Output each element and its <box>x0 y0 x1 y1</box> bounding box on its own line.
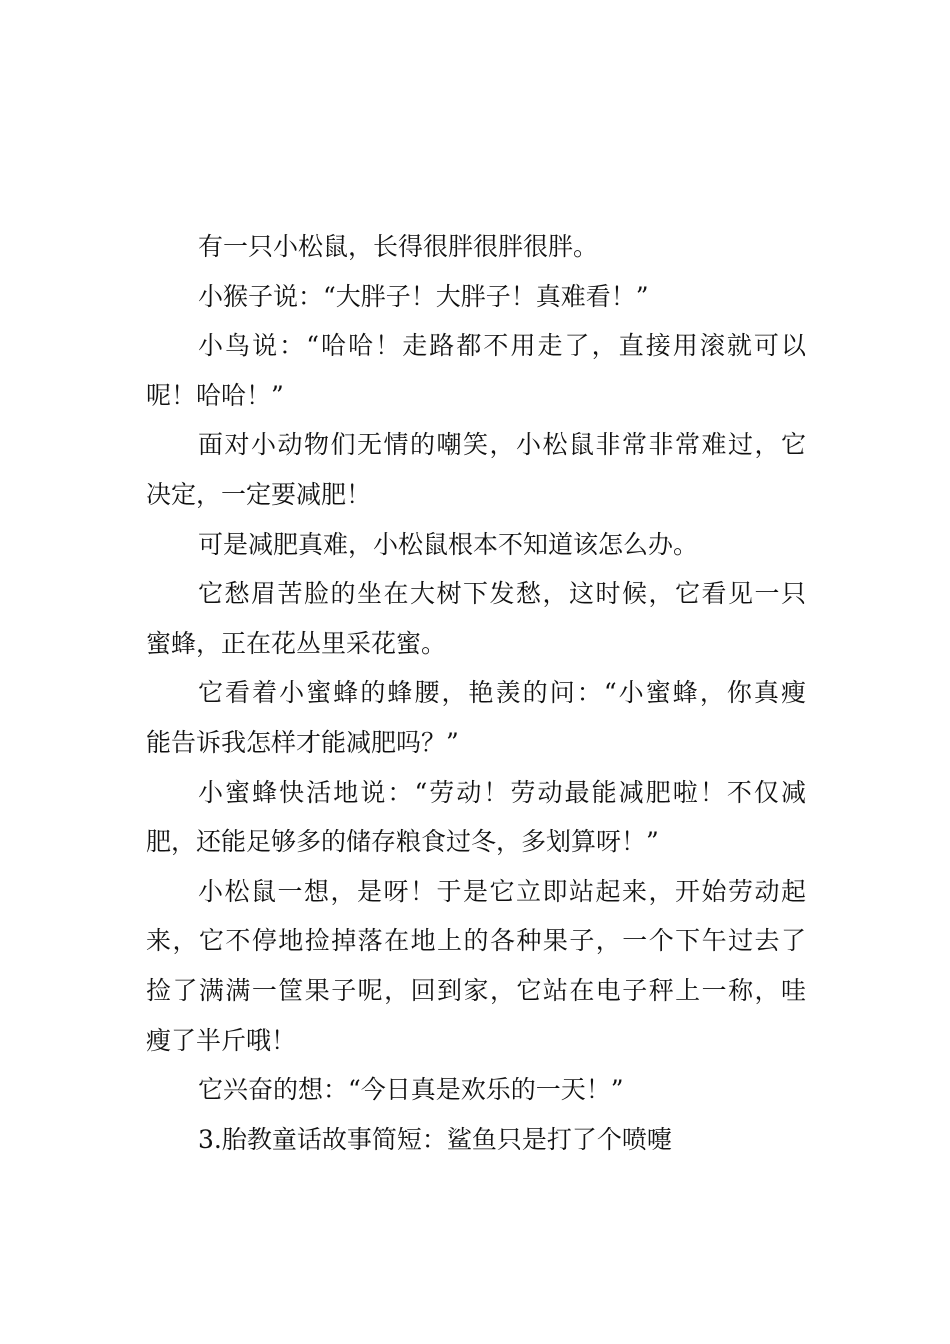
text-line: 瘦了半斤哦！ <box>146 1025 297 1055</box>
text-line: 它兴奋的想：“今日真是欢乐的一天！” <box>198 1075 624 1105</box>
text-line: 肥，还能足够多的储存粮食过冬，多划算呀！” <box>146 827 659 857</box>
text-line: 来，它不停地捡掉落在地上的各种果子，一个下午过去了 <box>146 926 806 956</box>
document-body <box>146 222 806 1164</box>
text-line: 它愁眉苦脸的坐在大树下发愁，这时候，它看见一只 <box>198 579 806 609</box>
text-line: 面对小动物们无情的嘲笑，小松鼠非常非常难过，它 <box>198 430 806 460</box>
text-line: 它看着小蜜蜂的蜂腰，艳羡的问：“小蜜蜂，你真瘦 <box>198 678 806 708</box>
text-line: 能告诉我怎样才能减肥吗？” <box>146 727 459 757</box>
text-line: 小松鼠一想，是呀！于是它立即站起来，开始劳动起 <box>198 876 806 906</box>
text-line: 捡了满满一筐果子呢，回到家，它站在电子秤上一称，哇 <box>146 975 806 1005</box>
text-line: 可是减肥真难，小松鼠根本不知道该怎么办。 <box>198 529 699 559</box>
text-line: 蜜蜂，正在花丛里采花蜜。 <box>146 628 447 658</box>
text-line: 决定，一定要减肥！ <box>146 479 372 509</box>
text-line: 呢！哈哈！” <box>146 380 284 410</box>
text-line: 小猴子说：“大胖子！大胖子！真难看！” <box>198 281 649 311</box>
text-line: 小蜜蜂快活地说：“劳动！劳动最能减肥啦！不仅减 <box>198 777 806 807</box>
text-line: 有一只小松鼠，长得很胖很胖很胖。 <box>198 232 599 261</box>
text-line: 小鸟说：“哈哈！走路都不用走了，直接用滚就可以 <box>198 331 806 361</box>
section-heading: 3.胎教童话故事简短：鲨鱼只是打了个喷嚏 <box>198 1124 672 1154</box>
